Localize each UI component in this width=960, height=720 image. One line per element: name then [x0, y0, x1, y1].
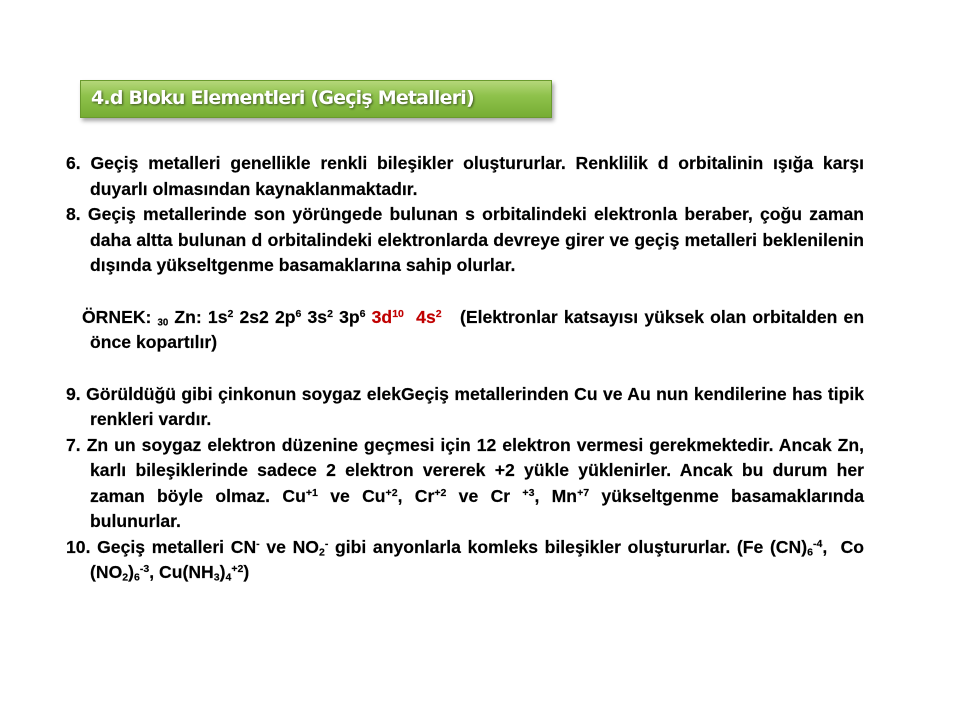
- example-label: ÖRNEK:: [82, 306, 152, 327]
- ion-cr3: Cr $^{+3}$: [490, 485, 535, 506]
- item-text: Görüldüğü gibi çinkonun soygaz elekGeçiş metallerinden Cu ve Au nun kendilerine has tipik renkleri vardır.: [86, 383, 865, 429]
- item-number: 8.: [66, 204, 81, 224]
- ion-cr2: $Cr^{+2}$: [414, 485, 447, 506]
- list-item-9: [66, 382, 864, 433]
- item-number: 7.: [66, 434, 81, 455]
- ion-cu2: $Cu^{+2}$: [362, 485, 398, 506]
- anion-cn: CN-: [230, 536, 260, 557]
- complex-co: Co $(NO_2)_6^{-3}$: [90, 536, 865, 584]
- atomic-number: 30: [157, 316, 169, 328]
- complex-fe: (Fe $(CN)_6^{-4}$: [736, 536, 823, 559]
- anion-no2: $NO_2^-$: [292, 536, 329, 559]
- section-title: 4.d Bloku Elementleri (Geçiş Metalleri): [91, 87, 474, 109]
- ion-mn7: $Mn^{+7}$: [551, 485, 590, 506]
- item-number: 9.: [66, 383, 81, 404]
- config-4s-highlighted: $4s^2$: [416, 306, 442, 327]
- config-3p: $3p^6$: [339, 306, 366, 327]
- item-text: Geçiş metalleri genellikle renkli bileşikler oluştururlar. Renklilik d orbitalinin ışığa karşı duyarlı olmasından kaynaklanmaktadır.: [90, 153, 865, 199]
- list-item-6: [66, 151, 864, 202]
- list-item-8: [66, 202, 864, 279]
- item-text-end: yükseltgenme basamaklarında bulunurlar.: [90, 485, 865, 531]
- ion-cu1: $Cu^{+1}$: [282, 485, 318, 506]
- config-3s: $3s^2$: [307, 306, 333, 327]
- config-2p: $2p^6$: [274, 306, 302, 327]
- list-item-10: 10. Geçiş metalleri CN- ve $NO_2^-$ gibi anyonlarla komleks bileşikler oluştururlar. (Fe $(CN)_6^{-4}$, Co $(NO_2)_6^{-3}$, $Cu(NH_3)_4^{+2}$): [66, 536, 865, 584]
- item-number: 10.: [66, 536, 91, 557]
- complex-cu: $Cu(NH_3)_4^{+2}$): [159, 562, 250, 584]
- item-text: Geçiş metallerinde son yörüngede bulunan s orbitalindeki elektronla beraber, çoğu zaman daha altta bulunan d orbitalindeki elektronlarda devreye girer ve geçiş metalleri beklenilenin dışında yükseltgenme basamaklarına sahip olurlar.: [87, 204, 864, 275]
- config-1s: $1s^2$: [207, 306, 234, 327]
- config-2s: 2s2: [239, 306, 269, 327]
- config-3d-highlighted: $3d^{10}$: [371, 306, 404, 327]
- item-text: Zn un soygaz elektron düzenine geçmesi için 12 elektron vermesi gerekmektedir. Ancak Zn, karlı bileşiklerinde sadece 2 elektron vererek +2 yükle yüklenirler. Ancak bu durum her zaman böyle olmaz.: [86, 434, 864, 506]
- list-item-7: 7. Zn un soygaz elektron düzenine geçmesi için 12 elektron vermesi gerekmektedir. Ancak Zn, karlı bileşiklerinde sadece 2 elektron vererek +2 yükle yüklenirler. Ancak bu durum her zaman böyle olmaz. $Cu^{+1}$ ve $Cu^{+2}$, $Cr^{+2}$ ve Cr $^{+3}$, $Mn^{+7}$ yükseltgenme basamaklarında bulunurlar.: [66, 434, 865, 531]
- element-symbol: Zn:: [174, 306, 202, 327]
- example-paragraph: [66, 305, 864, 356]
- section-title-banner: [80, 80, 552, 118]
- example-note: (Elektronlar katsayısı yüksek olan orbitalden en önce kopartılır): [90, 306, 865, 352]
- item-number: 6.: [66, 153, 81, 173]
- slide-body: [66, 151, 864, 586]
